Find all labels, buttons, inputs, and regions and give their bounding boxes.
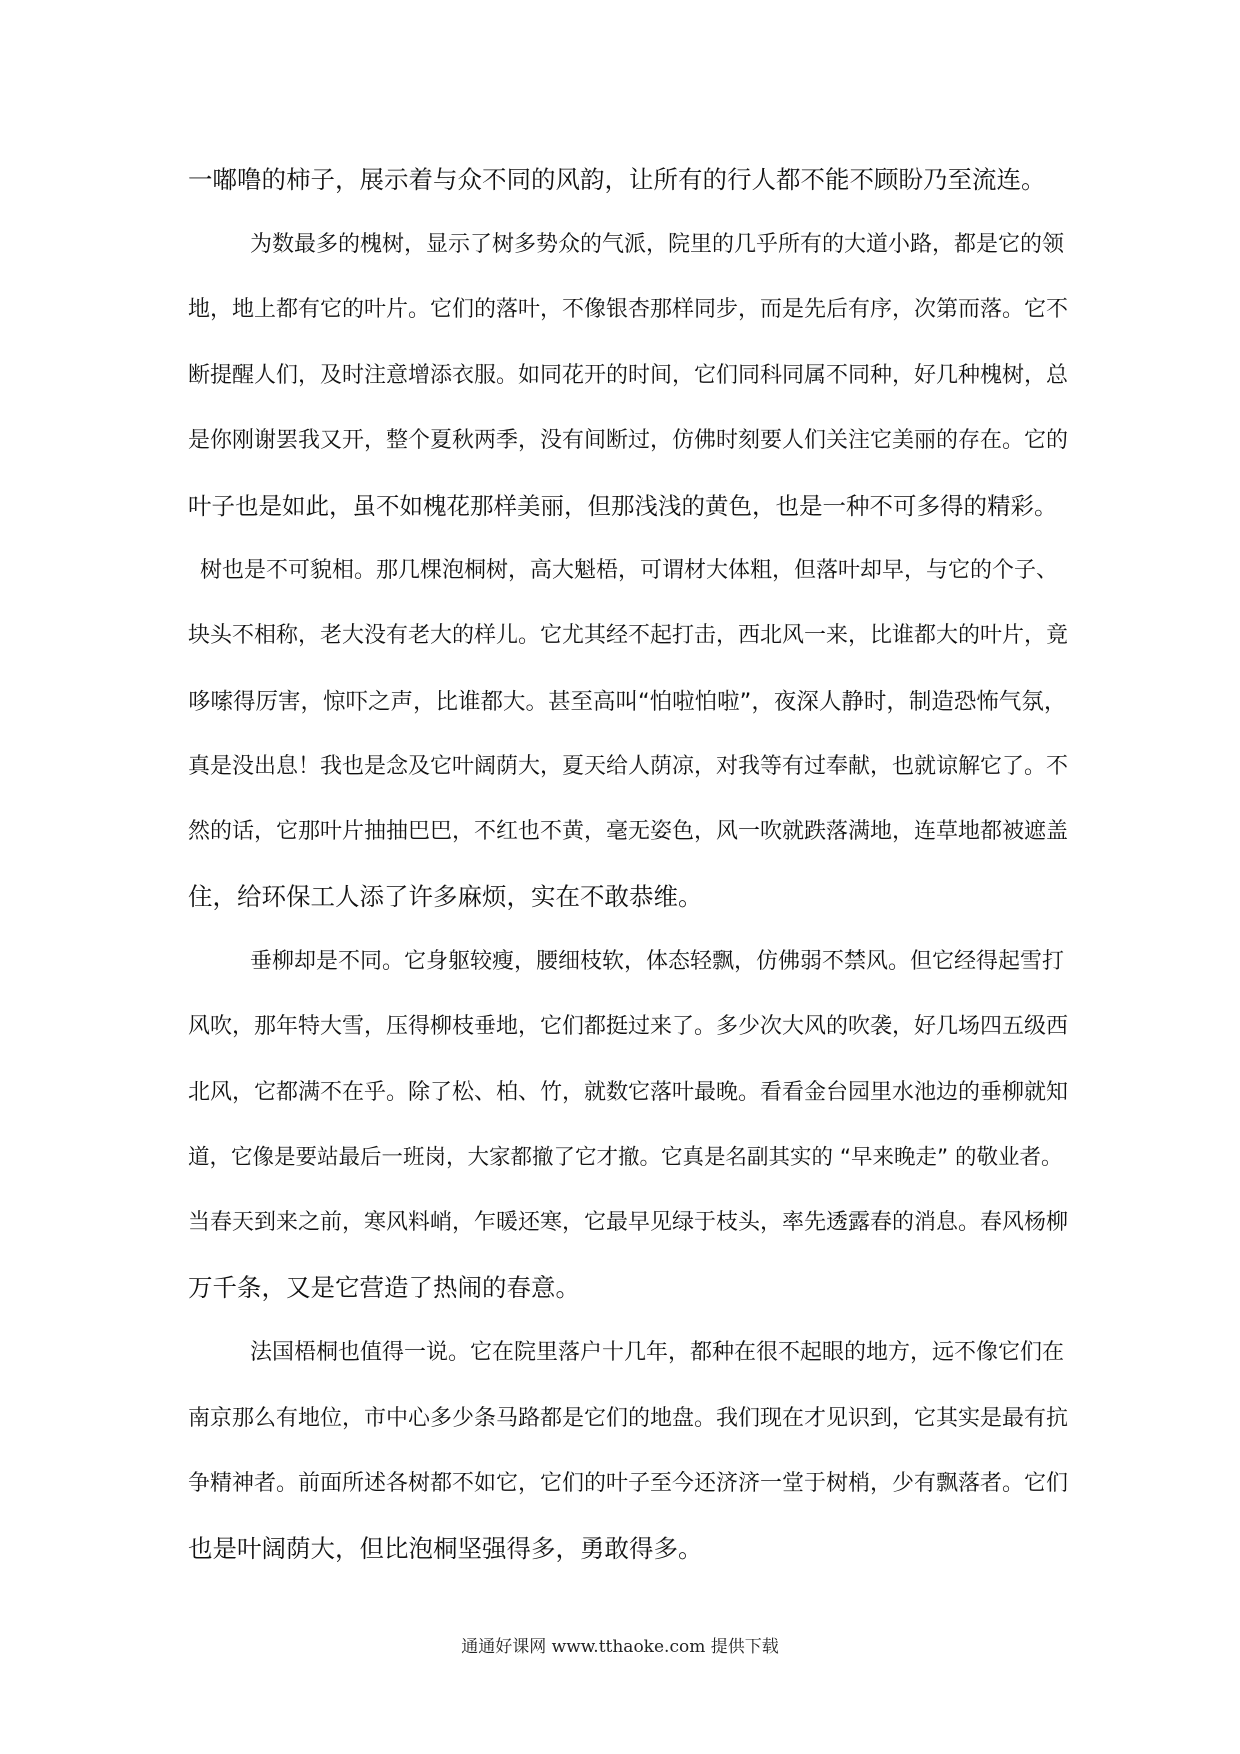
text-line: 块头不相称，老大没有老大的样儿。它尤其经不起打击，西北风一来，比谁都大的叶片，竟 bbox=[188, 623, 1069, 649]
text-line: 风吹，那年特大雪，压得柳枝垂地，它们都挺过来了。多少次大风的吹袭，好几场四五级西 bbox=[188, 1014, 1069, 1040]
paragraph-1 bbox=[188, 158, 1068, 223]
text-line: 垂柳却是不同。它身躯较瘦，腰细枝软，体态轻飘，仿佛弱不禁风。但它经得起雪打 bbox=[250, 949, 1065, 975]
text-line: 一嘟噜的柿子，展示着与众不同的风韵，让所有的行人都不能不顾盼乃至流连。 bbox=[188, 165, 1046, 194]
text-line: 争精神者。前面所述各树都不如它，它们的叶子至今还济济一堂于树梢，少有飘落者。它们 bbox=[188, 1470, 1069, 1496]
page-footer: 通通好课网 www.tthaoke.com 提供下载 bbox=[461, 1637, 779, 1657]
text-line: 当春天到来之前，寒风料峭，乍暖还寒，它最早见绿于枝头，率先透露春的消息。春风杨柳 bbox=[188, 1210, 1069, 1235]
document-body bbox=[188, 158, 1068, 1592]
text-line: 北风，它都满不在乎。除了松、柏、竹，就数它落叶最晚。看看金台园里水池边的垂柳就知 bbox=[188, 1079, 1069, 1105]
text-line: 地，地上都有它的叶片。它们的落叶，不像银杏那样同步，而是先后有序，次第而落。它不 bbox=[188, 297, 1069, 323]
paragraph-5 bbox=[188, 1331, 1068, 1592]
text-line: 树也是不可貌相。那几棵泡桐树，高大魁梧，可谓材大体粗，但落叶却早，与它的个子、 bbox=[200, 558, 1059, 584]
text-line: 道，它像是要站最后一班岗，大家都撤了它才撤。它真是名副其实的 “早来晚走” 的敬业者。 bbox=[188, 1144, 1063, 1170]
text-line: 住，给环保工人添了许多麻烦，实在不敢恭维。 bbox=[188, 882, 703, 912]
paragraph-4 bbox=[188, 940, 1068, 1331]
text-line: 然的话，它那叶片抽抽巴巴，不红也不黄，毫无姿色，风一吹就跌落满地，连草地都被遮盖 bbox=[188, 818, 1069, 844]
text-line: 是你刚谢罢我又开，整个夏秋两季，没有间断过，仿佛时刻要人们关注它美丽的存在。它的 bbox=[188, 427, 1069, 453]
text-line: 断提醒人们，及时注意增添衣服。如同花开的时间，它们同科同属不同种，好几种槐树，总 bbox=[188, 362, 1069, 388]
paragraph-2 bbox=[188, 223, 1068, 549]
text-line: 哆嗦得厉害，惊吓之声，比谁都大。甚至高叫“怕啦怕啦”，夜深人静时，制造恐怖气氛， bbox=[188, 688, 1067, 715]
text-line: 南京那么有地位，市中心多少条马路都是它们的地盘。我们现在才见识到，它其实是最有抗 bbox=[188, 1405, 1069, 1431]
text-line: 也是叶阔荫大，但比泡桐坚强得多，勇敢得多。 bbox=[188, 1533, 703, 1563]
text-line: 法国梧桐也值得一说。它在院里落户十几年，都种在很不起眼的地方，远不像它们在 bbox=[250, 1340, 1065, 1366]
text-line: 为数最多的槐树，显示了树多势众的气派，院里的几乎所有的大道小路，都是它的领 bbox=[250, 232, 1065, 258]
paragraph-3 bbox=[188, 549, 1068, 940]
text-line: 真是没出息！我也是念及它叶阔荫大，夏天给人荫凉，对我等有过奉献，也就谅解它了。不 bbox=[188, 753, 1069, 779]
text-line: 叶子也是如此，虽不如槐花那样美丽，但那浅浅的黄色，也是一种不可多得的精彩。 bbox=[188, 491, 1058, 520]
text-line: 万千条，又是它营造了热闹的春意。 bbox=[188, 1273, 580, 1303]
